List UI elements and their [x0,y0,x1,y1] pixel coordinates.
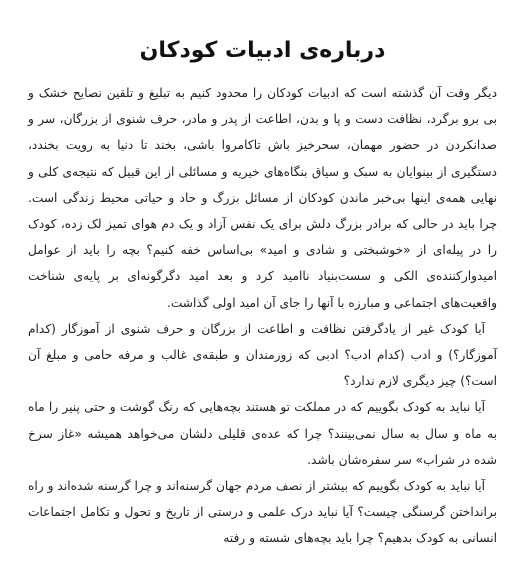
paragraph-4: آیا نباید به کودک بگوییم که بیشتر از نصف مردم جهان گرسنه‌اند و چرا گرسنه شده‌اند و راه برانداختن گرسنگی چیست؟ آیا نباید درک علمی و درستی از تاریخ و تحول و تکامل اجتماعات انسانی به کودک بدهیم؟ چرا باید بچه‌های شسته و رفته [28,479,497,546]
page-title: درباره‌ی ادبیات کودکان [139,38,386,63]
article-body [28,80,497,552]
paragraph-3: آیا نباید به کودک بگوییم که در مملکت تو هستند بچه‌هایی که رنگ گوشت و حتی پنیر را ماه به ماه و سال به سال نمی‌بینند؟ چرا که عده‌ی قلیلی دلشان می‌خواهد همیشه «غاز سرخ شده در شراب» سر سفره‌شان باشد. [28,400,497,467]
paragraph-1: دیگر وقت آن گذشته است که ادبیات کودکان را محدود کنیم به تبلیغ و تلقین نصایح خشک و بی برو برگرد، نظافت دست و پا و بدن، اطاعت از پدر و مادر، حرف شنوی از بزرگان، سر و صدانکردن در حضور مهمان، سحرخیز باش تاکامروا باشی، بخند تا دنیا به رویت بخندد، دستگیری از بینوایان به سبک و سیاق بنگاه‌های خیریه و مسائلی از این قبیل که نتیجه‌ی کلی و نهایی همه‌ی اینها بی‌خبر ماندن کودکان از مسائل بزرگ و حاد و حیاتی محیط زندگی است. چرا باید در حالی که برادر بزرگ دلش برای یک نفس آزاد و یک دم هوای تمیز لک زده، کودک را در پیله‌ای از «خوشبختی و شادی و امید» بی‌اساس خفه کنیم؟ بچه را باید از عوامل امیدوارکننده‌ی الکی و سست‌بنیاد ناامید کرد و بعد امید دگرگونه‌ای بر پایه‌ی شناخت واقعیت‌های اجتماعی و مبارزه با آنها را جای آن امید اولی گذاشت. [28,86,497,310]
paragraph-2: آیا کودک غیر از یادگرفتن نظافت و اطاعت از بزرگان و حرف شنوی از آموزگار (کدام آموزگار؟) و ادب (کدام ادب؟ ادبی که زورمندان و طبقه‌ی غالب و مرفه حامی و مبلغ آن است؟) چیز دیگری لازم ندارد؟ [28,321,497,389]
